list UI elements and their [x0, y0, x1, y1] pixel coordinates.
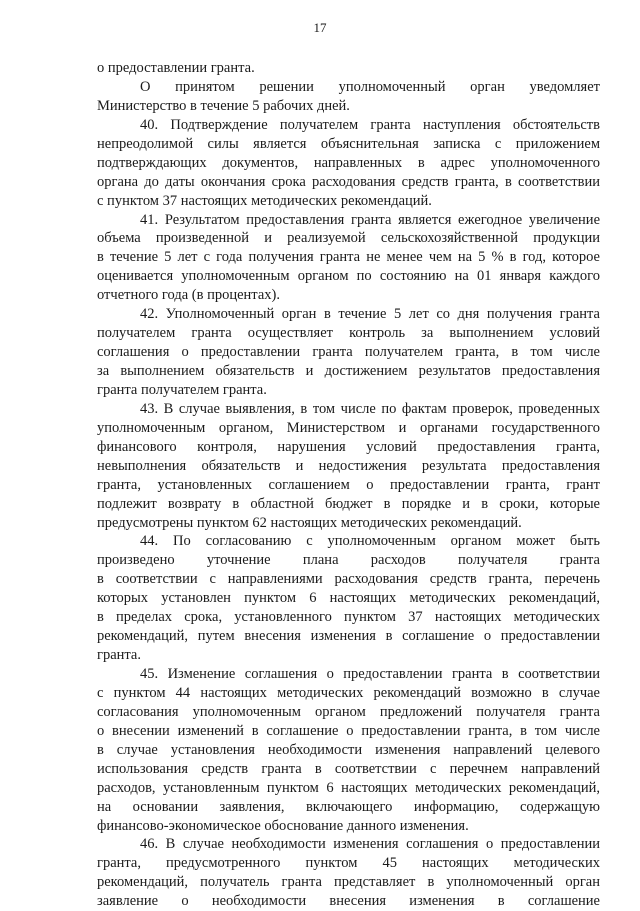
text-line: финансового контроля, нарушения условий предоставления гранта, [97, 438, 600, 455]
text-line: О принятом решении уполномоченный орган уведомляет [140, 78, 600, 95]
body-text [97, 59, 600, 911]
text-line: гранта, предусмотренного пунктом 45 настоящих методических [97, 855, 600, 872]
text-line: подлежит возврату в областной бюджет в порядке и в сроки, которые [97, 495, 600, 512]
text-line: 43. В случае выявления, в том числе по фактам проверок, проведенных [140, 400, 600, 417]
text-line: 40. Подтверждение получателем гранта наступления обстоятельств [140, 116, 600, 133]
text-line: в течение 5 лет с года получения гранта не менее чем на 5 % в год, которое [97, 249, 600, 266]
text-line: в соответствии с направлениями расходования средств гранта, перечень [97, 571, 600, 588]
page-number: 17 [313, 20, 327, 35]
text-line: 42. Уполномоченный орган в течение 5 лет со дня получения гранта [140, 306, 600, 323]
text-line: оценивается уполномоченным органом по состоянию на 01 января каждого [97, 268, 600, 285]
text-line: о предоставлении гранта. [97, 60, 255, 76]
text-line: с пунктом 44 настоящих методических рекомендаций возможно в случае [97, 684, 600, 701]
text-line: 45. Изменение соглашения о предоставлении гранта в соответствии [140, 666, 600, 682]
text-line: уполномоченным органом, Министерством и органами государственного [97, 419, 600, 436]
text-line: расходов, установленным пунктом 6 настоящих методических рекомендаций, [97, 779, 600, 796]
text-line: 41. Результатом предоставления гранта является ежегодное увеличение [140, 211, 600, 228]
text-line: в случае установления необходимости изменения направлений целевого [97, 741, 600, 758]
text-line: за выполнением обязательств и достижением результатов предоставления [97, 363, 600, 379]
text-line: о внесении изменений в соглашение о предоставлении гранта, в том числе [97, 722, 600, 739]
text-line: в пределах срока, установленного пунктом 37 настоящих методических [97, 609, 600, 626]
text-line: соглашения о предоставлении гранта получателем гранта, в том числе [97, 344, 600, 361]
text-line: отчетного года (в процентах). [97, 287, 280, 304]
text-line: согласования уполномоченным органом предложений получателя гранта [97, 703, 600, 720]
text-line: гранта получателем гранта. [97, 381, 267, 398]
text-line: 46. В случае необходимости изменения соглашения о предоставлении [140, 836, 600, 853]
text-line: с пунктом 37 настоящих методических рекомендаций. [97, 192, 432, 209]
text-line: гранта, установленных соглашением о предоставлении гранта, грант [97, 476, 600, 493]
text-line: рекомендаций, путем внесения изменения в соглашение о предоставлении [97, 628, 600, 645]
text-line: произведено уточнение плана расходов получателя гранта [97, 552, 600, 569]
text-line: Министерство в течение 5 рабочих дней. [97, 97, 350, 114]
text-line: органа до даты окончания срока расходования средств гранта, в соответствии [97, 173, 600, 190]
text-line: 44. По согласованию с уполномоченным органом может быть [140, 533, 600, 550]
text-line: заявление о необходимости внесения изменения в соглашение [97, 893, 600, 910]
text-line: предусмотрены пунктом 62 настоящих методических рекомендаций. [97, 514, 522, 531]
text-line: получателем гранта осуществляет контроль за выполнением условий [97, 325, 600, 342]
text-line: подтверждающих документов, направленных в адрес уполномоченного [97, 154, 600, 171]
text-line: на основании заявления, включающего информацию, содержащую [97, 798, 600, 815]
text-line: непреодолимой силы является объяснительная записка с приложением [97, 135, 600, 152]
text-line: которых установлен пунктом 6 настоящих методических рекомендаций, [97, 590, 600, 607]
text-line: использования средств гранта в соответствии с перечнем направлений [97, 760, 600, 777]
text-line: объема произведенной и реализуемой сельскохозяйственной продукции [97, 230, 600, 247]
text-line: гранта. [97, 647, 141, 664]
text-line: рекомендаций, получатель гранта представляет в уполномоченный орган [97, 874, 600, 891]
text-line: финансово-экономическое обоснование данного изменения. [97, 817, 469, 834]
text-line: невыполнения обязательств и недостижения результата предоставления [97, 457, 600, 474]
